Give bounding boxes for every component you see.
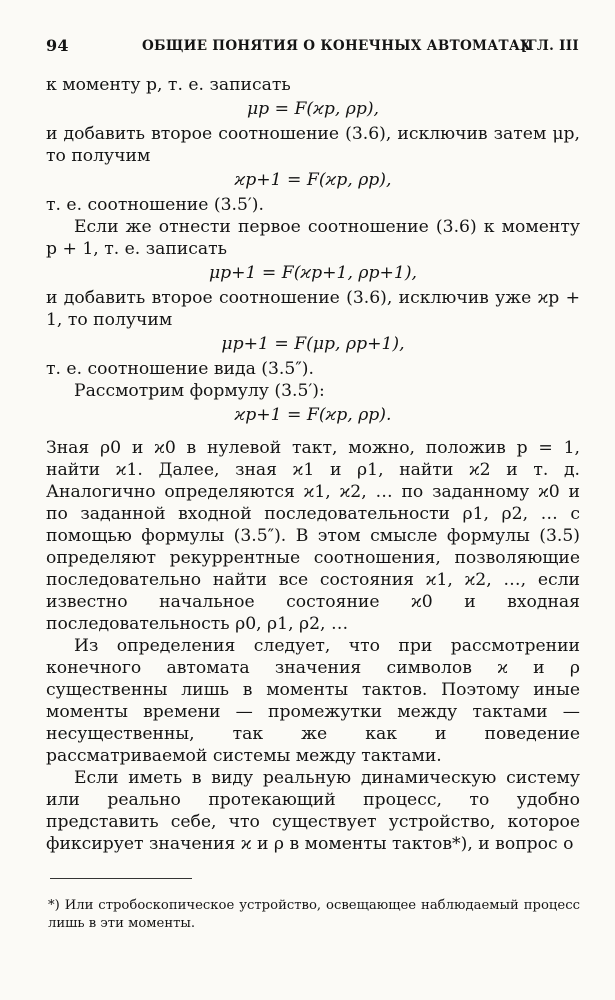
- paragraph: Из определения следует, что при рассмотрении конечного автомата значения символов ϰ и ρ существенны лишь в моменты тактов. Поэтому иные моменты времени — промежутки между тактами — несущественны, так же как и поведение рассматриваемой системы между тактами.: [46, 636, 580, 766]
- page-number: 94: [46, 36, 69, 55]
- text-line: т. е. соотношение вида (3.5″).: [46, 359, 314, 379]
- paragraph: и добавить второе соотношение (3.6), исключив затем μp, то получим: [46, 124, 580, 166]
- paragraph: Если же отнести первое соотношение (3.6) к моменту p + 1, т. е. записать: [46, 217, 580, 259]
- running-header: [46, 36, 581, 58]
- footnote-rule: [50, 878, 192, 879]
- running-title: ОБЩИЕ ПОНЯТИЯ О КОНЕЧНЫХ АВТОМАТАХ: [142, 38, 531, 54]
- paragraph: Если иметь в виду реальную динамическую систему или реально протекающий процесс, то удобно представить себе, что существует устройство, которое фиксирует значения ϰ и ρ в моменты тактов*), и вопрос о: [46, 768, 580, 854]
- paragraph: и добавить второе соотношение (3.6), исключив уже ϰp + 1, то получим: [46, 288, 580, 330]
- text-line: Рассмотрим формулу (3.5′):: [74, 381, 325, 401]
- formula: μp+1 = F(μp, ρp+1),: [221, 334, 405, 354]
- formula: ϰp+1 = F(ϰp, ρp).: [234, 405, 392, 425]
- main-text: [46, 74, 580, 855]
- chapter-marker: [ГЛ. III: [520, 38, 579, 54]
- text-line: к моменту p, т. е. записать: [46, 75, 291, 95]
- formula: μp = F(ϰp, ρp),: [246, 99, 380, 119]
- formula: μp+1 = F(ϰp+1, ρp+1),: [208, 263, 418, 283]
- text-line: т. е. соотношение (3.5′).: [46, 195, 264, 215]
- paragraph: Зная ρ0 и ϰ0 в нулевой такт, можно, положив p = 1, найти ϰ1. Далее, зная ϰ1 и ρ1, найти ϰ2 и т. д. Аналогично определяются ϰ1, ϰ2, … по заданному ϰ0 и по заданной входной последовательности ρ1, ρ2, … с помощью формулы (3.5″). В этом смысле формулы (3.5) определяют рекуррентные соотношения, позволяющие последовательно найти все состояния ϰ1, ϰ2, …, если известно начальное состояние ϰ0 и входная последовательность ρ0, ρ1, ρ2, …: [46, 438, 580, 634]
- footnote: *) Или стробоскопическое устройство, освещающее наблюдаемый процесс лишь в эти моменты.: [48, 898, 580, 932]
- formula: ϰp+1 = F(ϰp, ρp),: [234, 170, 392, 190]
